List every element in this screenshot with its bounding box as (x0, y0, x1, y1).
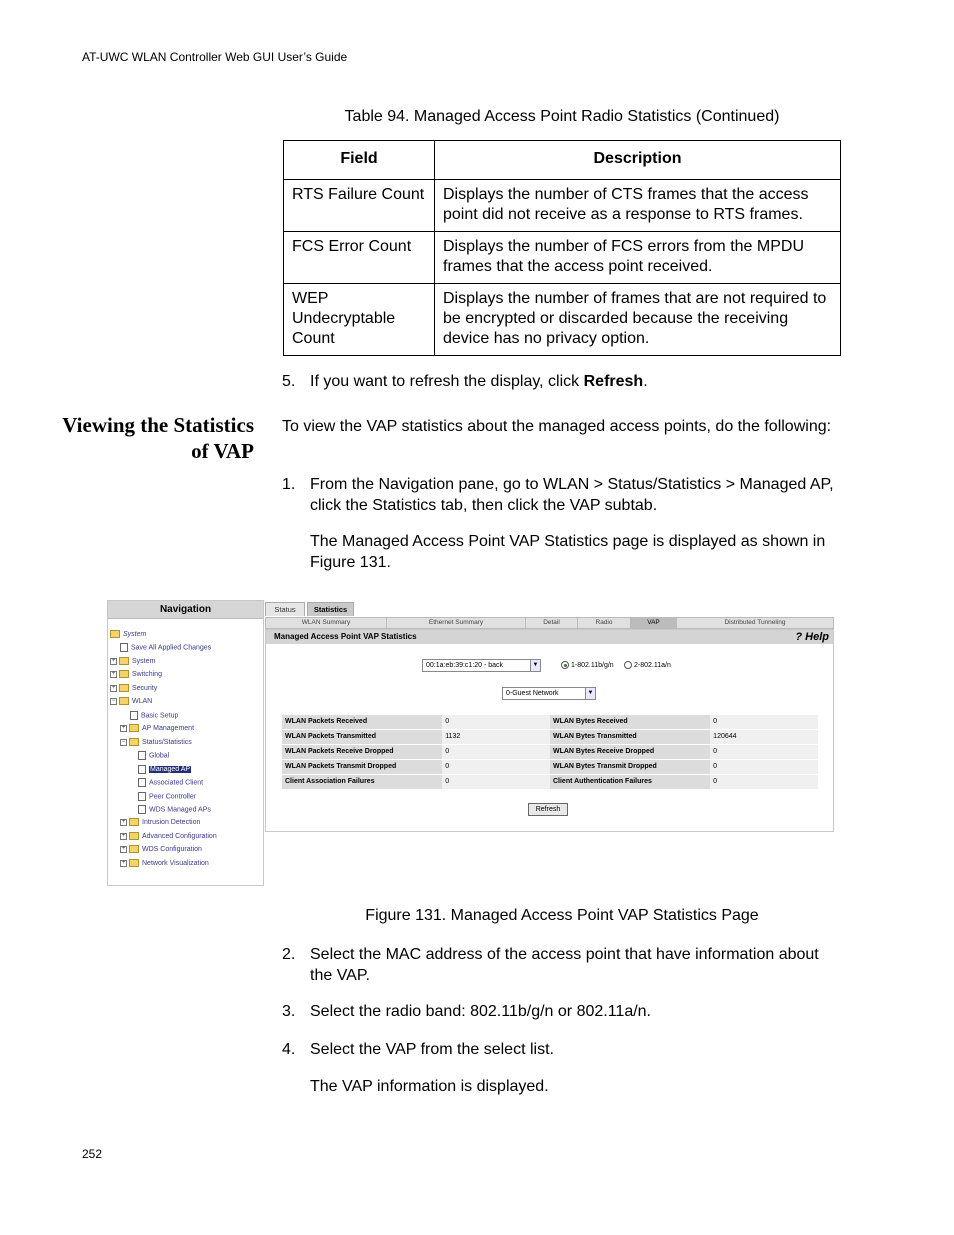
vap-stats-table (282, 715, 818, 790)
expand-icon: + (111, 684, 116, 691)
folder-open-icon (119, 697, 129, 705)
subtab-wlan-summary[interactable]: WLAN Summary (266, 618, 387, 628)
page-icon (138, 792, 146, 801)
page-icon (138, 751, 146, 760)
step-text: If you want to refresh the display, click (310, 373, 584, 390)
page-icon (138, 805, 146, 814)
stat-label: WLAN Bytes Receive Dropped (550, 745, 710, 760)
stat-value: 0 (710, 775, 818, 790)
table-caption: Table 94. Managed Access Point Radio Statistics (Continued) (344, 108, 780, 125)
field-cell: RTS Failure Count (284, 180, 435, 232)
page-icon (138, 778, 146, 787)
step-5 (282, 372, 842, 393)
expand-icon: + (111, 657, 116, 664)
folder-icon (129, 859, 139, 867)
subtab-distributed-tunneling[interactable]: Distributed Tunneling (724, 619, 786, 626)
folder-open-icon (110, 630, 120, 638)
vap-select[interactable]: 0-Guest Network ▼ (502, 687, 596, 700)
step-text: From the Navigation pane, go to WLAN > Status/Statistics > Managed AP, click the Statistics tab, then click the VAP subtab. (310, 476, 834, 514)
expand-icon: + (121, 845, 126, 852)
step-number: 2. (282, 946, 296, 963)
stat-label: WLAN Packets Received (282, 715, 442, 730)
radio-selected-icon (561, 661, 569, 669)
running-header: AT-UWC WLAN Controller Web GUI User’s Guide (82, 50, 348, 64)
folder-icon (119, 684, 129, 692)
folder-icon (129, 832, 139, 840)
subtab-vap[interactable]: VAP (631, 618, 677, 628)
tree-item-network-visualization[interactable]: + Network Visualization (121, 859, 209, 867)
folder-icon (129, 818, 139, 826)
tree-root-system[interactable]: System (110, 630, 146, 639)
step-4 (282, 1040, 842, 1061)
section-heading: Viewing the Statistics of VAP (62, 413, 254, 463)
tree-item-status-statistics[interactable]: − Status/Statistics (121, 738, 192, 746)
table-row (282, 730, 818, 745)
tree-item-associated-client[interactable]: Associated Client (138, 778, 203, 787)
collapse-icon: − (111, 697, 116, 704)
description-cell: Displays the number of FCS errors from the MPDU frames that the access point received. (435, 232, 841, 284)
final-note: The VAP information is displayed. (310, 1078, 549, 1095)
step-number: 1. (282, 476, 296, 493)
collapse-icon: − (121, 738, 126, 745)
tree-item-switching[interactable]: + Switching (111, 670, 162, 678)
stat-value: 0 (710, 745, 818, 760)
column-header-field: Field (284, 141, 435, 180)
stat-label: WLAN Packets Receive Dropped (282, 745, 442, 760)
step-number: 5. (282, 373, 296, 390)
step-end: . (643, 373, 648, 390)
stat-label: Client Authentication Failures (550, 775, 710, 790)
step-1 (282, 475, 842, 516)
tree-item-wlan[interactable]: − WLAN (111, 697, 153, 705)
table-row (282, 745, 818, 760)
tree-item-advanced-configuration[interactable]: + Advanced Configuration (121, 832, 217, 840)
radio-band-1[interactable]: 1-802.11b/g/n (561, 661, 614, 670)
field-cell: WEP Undecryptable Count (284, 284, 435, 356)
page-icon (130, 711, 138, 720)
mac-address-select[interactable]: 00:1a:eb:39:c1:20 - back ▼ (422, 659, 541, 672)
page-icon (138, 765, 146, 774)
stat-value: 0 (710, 760, 818, 775)
tree-item-peer-controller[interactable]: Peer Controller (138, 792, 196, 801)
stat-label: WLAN Bytes Transmit Dropped (550, 760, 710, 775)
stat-label: WLAN Packets Transmitted (282, 730, 442, 745)
stat-value: 0 (442, 775, 550, 790)
folder-icon (129, 724, 139, 732)
stat-value: 0 (442, 745, 550, 760)
stat-label: WLAN Bytes Received (550, 715, 710, 730)
tree-item-ap-management[interactable]: + AP Management (121, 724, 195, 732)
stat-label: WLAN Bytes Transmitted (550, 730, 710, 745)
table-row (282, 715, 818, 730)
tab-status[interactable]: Status (265, 602, 305, 616)
expand-icon: + (121, 818, 126, 825)
stat-value: 120644 (710, 730, 818, 745)
step-2 (282, 945, 842, 986)
stat-label: Client Association Failures (282, 775, 442, 790)
radio-band-2[interactable]: 2-802.11a/n (624, 661, 671, 670)
tree-item-global[interactable]: Global (138, 751, 169, 760)
help-link[interactable]: ? Help (795, 631, 829, 643)
expand-icon: + (121, 832, 126, 839)
table-row (282, 760, 818, 775)
tree-item-save-all[interactable]: Save All Applied Changes (120, 643, 211, 652)
step-text: Select the radio band: 802.11b/g/n or 802.11a/n. (310, 1003, 651, 1020)
screenshot-figure (107, 600, 834, 886)
tab-statistics[interactable]: Statistics (307, 602, 354, 616)
step-number: 3. (282, 1003, 296, 1020)
chevron-down-icon: ▼ (585, 688, 595, 699)
step-bold-text: Refresh (583, 373, 644, 390)
table-row (284, 232, 841, 284)
stat-value: 1132 (442, 730, 550, 745)
radio-statistics-table (283, 140, 841, 356)
stat-value: 0 (442, 715, 550, 730)
tree-item-managed-ap[interactable]: Managed AP (138, 765, 191, 774)
section-intro: To view the VAP statistics about the managed access points, do the following: (282, 418, 832, 435)
step-text: Select the VAP from the select list. (310, 1041, 554, 1058)
field-cell: FCS Error Count (284, 232, 435, 284)
refresh-button[interactable]: Refresh (528, 803, 568, 816)
expand-icon: + (111, 670, 116, 677)
step-3 (282, 1002, 842, 1023)
subtab-ethernet-summary[interactable]: Ethernet Summary (387, 618, 526, 628)
stat-value: 0 (442, 760, 550, 775)
folder-open-icon (129, 738, 139, 746)
table-row (284, 180, 841, 232)
subtab-detail[interactable]: Detail (526, 618, 578, 628)
description-cell: Displays the number of frames that are not required to be encrypted or discarded because the receiving device has no privacy option. (435, 284, 841, 356)
navigation-title: Navigation (108, 601, 263, 619)
folder-icon (119, 657, 129, 665)
radio-unselected-icon (624, 661, 632, 669)
folder-icon (119, 670, 129, 678)
page-icon (120, 643, 128, 652)
tree-item-basic-setup[interactable]: Basic Setup (130, 711, 178, 720)
table-row (284, 284, 841, 356)
step-1-note: The Managed Access Point VAP Statistics page is displayed as shown in Figure 131. (310, 533, 826, 571)
step-number: 4. (282, 1041, 296, 1058)
stat-label: WLAN Packets Transmit Dropped (282, 760, 442, 775)
chevron-down-icon: ▼ (530, 660, 540, 671)
stat-value: 0 (710, 715, 818, 730)
navigation-pane (107, 600, 264, 886)
description-cell: Displays the number of CTS frames that the access point did not receive as a response to RTS frames. (435, 180, 841, 232)
tree-item-wds-configuration[interactable]: + WDS Configuration (121, 845, 202, 853)
expand-icon: + (121, 859, 126, 866)
panel-title: Managed Access Point VAP Statistics ? Help (266, 630, 833, 644)
sub-tabs (265, 617, 834, 629)
vap-statistics-panel (265, 629, 834, 832)
step-text: Select the MAC address of the access point that have information about the VAP. (310, 946, 819, 984)
page-number: 252 (82, 1147, 103, 1161)
table-row (282, 775, 818, 790)
figure-caption: Figure 131. Managed Access Point VAP Statistics Page (365, 907, 759, 924)
column-header-description: Description (435, 141, 841, 180)
tree-item-system[interactable]: + System (111, 657, 156, 665)
tree-item-security[interactable]: + Security (111, 684, 158, 692)
subtab-radio[interactable]: Radio (578, 618, 631, 628)
expand-icon: + (121, 724, 126, 731)
folder-icon (129, 845, 139, 853)
tree-item-intrusion-detection[interactable]: + Intrusion Detection (121, 818, 201, 826)
tree-item-wds-managed-aps[interactable]: WDS Managed APs (138, 805, 211, 814)
